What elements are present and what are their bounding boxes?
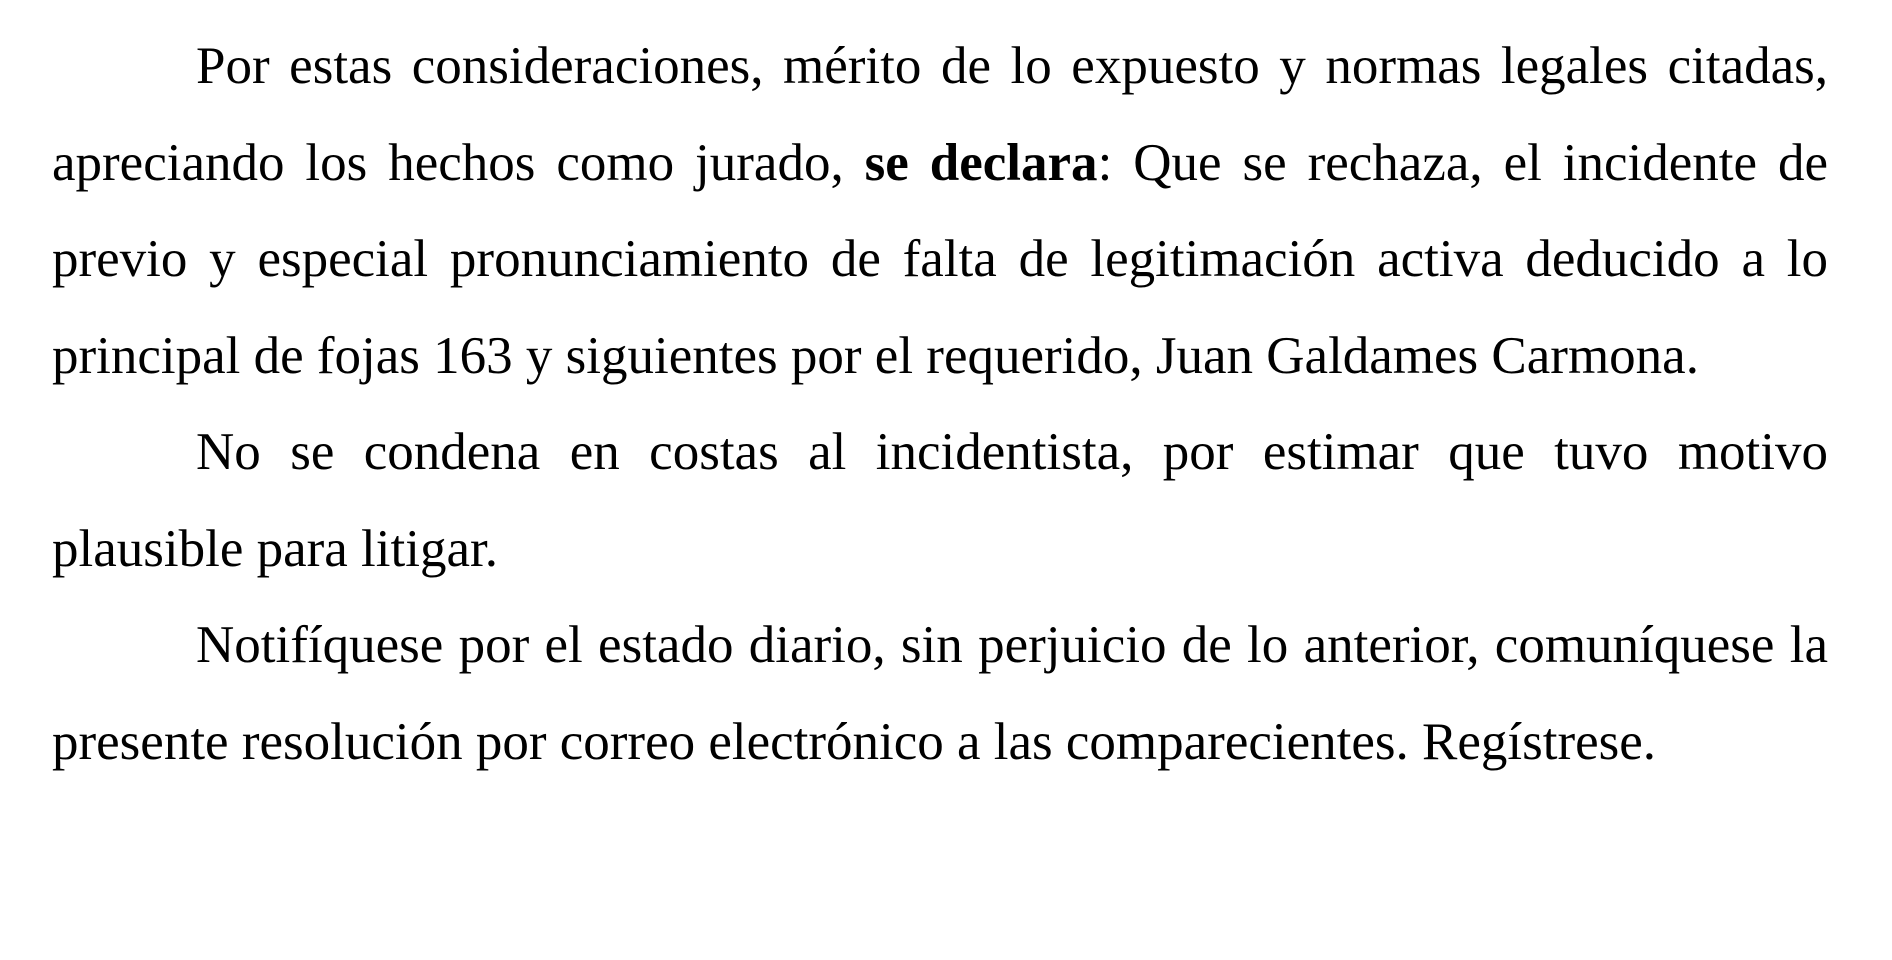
bold-declaration: se declara	[864, 133, 1098, 192]
document-body	[52, 18, 1828, 790]
paragraph-text-notification: Notifíquese por el estado diario, sin perjuicio de lo anterior, comuníquese la presente resolución por correo electrónico a las comparecientes. Regístrese.	[52, 616, 1828, 771]
paragraph-text-intro: Por estas consideraciones, mérito de lo expuesto y normas legales citadas, apreciando los hechos como jurado,	[52, 37, 1828, 192]
paragraph-notification	[52, 597, 1828, 790]
paragraph-text-costs: No se condena en costas al incidentista, por estimar que tuvo motivo plausible para litigar.	[52, 423, 1828, 578]
paragraph-costs	[52, 404, 1828, 597]
paragraph-text-decision: : Que se rechaza, el incidente de previo y especial pronunciamiento de falta de legitimación activa deducido a lo principal de fojas 163 y siguientes por el requerido, Juan Galdames Carmona.	[52, 133, 1828, 385]
paragraph-resolution	[52, 18, 1828, 404]
